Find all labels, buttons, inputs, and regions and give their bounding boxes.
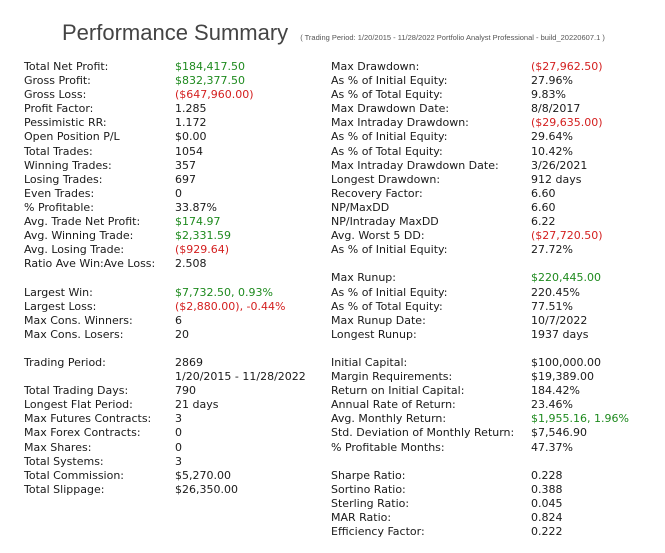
stat-label: As % of Total Equity:	[331, 299, 443, 313]
stat-value: 184.42%	[531, 384, 580, 398]
stat-label: Initial Capital:	[331, 355, 408, 369]
stat-row-pessimistic-rr	[24, 116, 324, 130]
stat-label: Total Systems:	[24, 454, 104, 468]
stat-value: 0	[175, 186, 182, 200]
stat-value: 0.045	[531, 496, 563, 510]
stat-value: $5,270.00	[175, 468, 231, 482]
stat-label: % Profitable:	[24, 200, 94, 214]
stat-row-gross-loss	[24, 88, 324, 102]
stat-row-pct-profitable	[24, 201, 324, 215]
stat-value: 1054	[175, 144, 203, 158]
stat-label: Losing Trades:	[24, 172, 103, 186]
stat-row-max-intraday-drawdown	[331, 116, 661, 130]
stat-row-max-drawdown	[331, 60, 661, 74]
stat-label: Gross Loss:	[24, 88, 87, 102]
stat-label: Trading Period:	[24, 355, 106, 369]
stat-label: Total Commission:	[24, 468, 125, 482]
stat-value: 33.87%	[175, 200, 217, 214]
stat-label: Annual Rate of Return:	[331, 398, 456, 412]
stat-row-as-pct-of-initial-equity	[331, 286, 661, 300]
stat-label: Largest Win:	[24, 285, 93, 299]
stat-label: Longest Flat Period:	[24, 398, 133, 412]
stat-value: $1,955.16, 1.96%	[531, 412, 629, 426]
stat-row-as-pct-of-total-equity	[331, 145, 661, 159]
stat-row-max-runup	[331, 271, 661, 285]
stat-label: Profit Factor:	[24, 102, 94, 116]
stat-label: As % of Initial Equity:	[331, 130, 448, 144]
report-header	[62, 20, 605, 46]
stat-label: Avg. Trade Net Profit:	[24, 215, 141, 229]
stat-value: 6.22	[531, 215, 556, 229]
stat-label: Recovery Factor:	[331, 186, 423, 200]
stat-row-as-pct-of-initial-equity	[331, 243, 661, 257]
stat-row-avg-losing-trade	[24, 243, 324, 257]
stat-row-trading-period	[24, 356, 324, 370]
stat-label: Total Trading Days:	[24, 384, 129, 398]
stat-value: 77.51%	[531, 299, 573, 313]
stat-value: 6.60	[531, 186, 556, 200]
stat-row-annual-rate-of-return	[331, 398, 661, 412]
stat-row-max-futures-contracts	[24, 412, 324, 426]
stat-row-ratio-ave-win-ave-loss	[24, 257, 324, 271]
stat-row-max-cons-winners	[24, 314, 324, 328]
section-spacer	[24, 271, 324, 285]
stat-label: Longest Runup:	[331, 327, 417, 341]
stat-row-sterling-ratio	[331, 497, 661, 511]
stat-value: $174.97	[175, 215, 221, 229]
stat-label: Max Drawdown:	[331, 60, 420, 73]
stat-value: 790	[175, 384, 196, 398]
stat-label: Total Slippage:	[24, 482, 105, 496]
stat-value: 27.96%	[531, 74, 573, 88]
stat-label: Longest Drawdown:	[331, 172, 441, 186]
stat-row-max-intraday-drawdown-date	[331, 159, 661, 173]
stat-value: 0	[175, 440, 182, 454]
section-spacer	[24, 342, 324, 356]
stat-label: Winning Trades:	[24, 158, 112, 172]
stat-label: As % of Initial Equity:	[331, 285, 448, 299]
stat-value: 0	[175, 426, 182, 440]
stat-value: ($2,880.00), -0.44%	[175, 299, 286, 313]
stat-value: $100,000.00	[531, 355, 601, 369]
stat-row-even-trades	[24, 187, 324, 201]
stat-row-winning-trades	[24, 159, 324, 173]
stat-row-avg-winning-trade	[24, 229, 324, 243]
stat-value: 0.228	[531, 468, 563, 482]
section-spacer	[331, 455, 661, 469]
stat-value: 3	[175, 412, 182, 426]
right-stats-column	[331, 60, 661, 539]
stat-label: Max Intraday Drawdown:	[331, 116, 469, 130]
stat-label: Max Cons. Winners:	[24, 313, 133, 327]
stat-label: Max Shares:	[24, 440, 92, 454]
stat-row-max-shares	[24, 441, 324, 455]
stat-row-as-pct-of-initial-equity	[331, 74, 661, 88]
stat-label: As % of Initial Equity:	[331, 243, 448, 257]
stat-label: Avg. Worst 5 DD:	[331, 229, 425, 243]
stat-value: 1/20/2015 - 11/28/2022	[175, 370, 306, 384]
stat-label: NP/Intraday MaxDD	[331, 215, 439, 229]
stat-row-longest-flat-period	[24, 398, 324, 412]
stat-row-max-forex-contracts	[24, 426, 324, 440]
stat-row-longest-drawdown	[331, 173, 661, 187]
stat-row-total-trading-days	[24, 384, 324, 398]
stat-value: 27.72%	[531, 243, 573, 257]
stat-label: Pessimistic RR:	[24, 116, 107, 130]
stat-label: Open Position P/L	[24, 130, 120, 144]
stat-label: Max Intraday Drawdown Date:	[331, 158, 499, 172]
stat-value: 1937 days	[531, 327, 589, 341]
stat-value: $26,350.00	[175, 482, 238, 496]
section-spacer	[331, 342, 661, 356]
stat-label: Sortino Ratio:	[331, 482, 406, 496]
stat-row-open-position-p-l	[24, 130, 324, 144]
stat-value: 6.60	[531, 200, 556, 214]
stat-row-sharpe-ratio	[331, 469, 661, 483]
stat-value: 2.508	[175, 257, 207, 271]
stat-value: 8/8/2017	[531, 102, 581, 116]
stat-label: Largest Loss:	[24, 299, 97, 313]
stat-value: $0.00	[175, 130, 207, 144]
stat-row-gross-profit	[24, 74, 324, 88]
stat-row-std-deviation-of-monthly-return	[331, 426, 661, 440]
stat-label: Efficiency Factor:	[331, 525, 425, 539]
stat-row-mar-ratio	[331, 511, 661, 525]
stat-value: ($29,635.00)	[531, 116, 603, 130]
stat-row-max-runup-date	[331, 314, 661, 328]
stat-label: Return on Initial Capital:	[331, 384, 465, 398]
stat-value: $7,732.50, 0.93%	[175, 285, 273, 299]
stat-value: 10.42%	[531, 144, 573, 158]
stat-value: 1.172	[175, 116, 207, 130]
stat-row-total-net-profit	[24, 60, 324, 74]
stat-label: Max Cons. Losers:	[24, 327, 124, 341]
stat-label: Avg. Losing Trade:	[24, 243, 125, 257]
stat-row-total-systems	[24, 455, 324, 469]
stat-value: $7,546.90	[531, 426, 587, 440]
stat-row-margin-requirements	[331, 370, 661, 384]
stat-row-sortino-ratio	[331, 483, 661, 497]
stat-row-max-drawdown-date	[331, 102, 661, 116]
stat-value: 220.45%	[531, 285, 580, 299]
stat-value: ($929.64)	[175, 243, 230, 257]
stat-row-max-cons-losers	[24, 328, 324, 342]
stat-value: 0.222	[531, 525, 563, 539]
stat-row-efficiency-factor	[331, 525, 661, 539]
section-spacer	[331, 257, 661, 271]
stat-label: Avg. Monthly Return:	[331, 412, 447, 426]
stat-label: % Profitable Months:	[331, 440, 445, 454]
stat-value: 3	[175, 454, 182, 468]
stat-row-blank	[24, 370, 324, 384]
stat-label: Sharpe Ratio:	[331, 468, 406, 482]
stat-label: Margin Requirements:	[331, 370, 453, 384]
stat-label: Max Drawdown Date:	[331, 102, 450, 116]
stat-value: 9.83%	[531, 88, 566, 102]
page-title: Performance Summary	[62, 20, 289, 45]
stat-label: Total Net Profit:	[24, 60, 109, 73]
stat-row-initial-capital	[331, 356, 661, 370]
stat-row-as-pct-of-initial-equity	[331, 130, 661, 144]
stat-value: 3/26/2021	[531, 158, 588, 172]
stat-value: 10/7/2022	[531, 313, 588, 327]
stat-value: ($647,960.00)	[175, 88, 254, 102]
stat-label: Gross Profit:	[24, 74, 91, 88]
stat-value: $832,377.50	[175, 74, 245, 88]
stat-row-return-on-initial-capital	[331, 384, 661, 398]
stat-label: Even Trades:	[24, 186, 95, 200]
stat-row-avg-trade-net-profit	[24, 215, 324, 229]
stat-value: ($27,720.50)	[531, 229, 603, 243]
stat-row-as-pct-of-total-equity	[331, 300, 661, 314]
stat-label: Total Trades:	[24, 144, 93, 158]
stat-row-profit-factor	[24, 102, 324, 116]
stat-value: 357	[175, 158, 196, 172]
stat-row-np-maxdd	[331, 201, 661, 215]
stat-value: 2869	[175, 355, 203, 369]
stat-label: Ratio Ave Win:Ave Loss:	[24, 257, 156, 271]
stat-label: Avg. Winning Trade:	[24, 229, 134, 243]
stat-row-avg-worst-5-dd	[331, 229, 661, 243]
stat-label: Std. Deviation of Monthly Return:	[331, 426, 515, 440]
stat-value: 29.64%	[531, 130, 573, 144]
stat-row-np-intraday-maxdd	[331, 215, 661, 229]
stat-value: 697	[175, 172, 196, 186]
stat-value: 20	[175, 327, 189, 341]
stat-label: As % of Total Equity:	[331, 88, 443, 102]
stat-value: 0.824	[531, 511, 563, 524]
stat-label: Max Futures Contracts:	[24, 412, 152, 426]
stat-row-recovery-factor	[331, 187, 661, 201]
stat-value: 47.37%	[531, 440, 573, 454]
stat-row-pct-profitable-months	[331, 441, 661, 455]
stat-label: MAR Ratio:	[331, 511, 392, 524]
stat-label: NP/MaxDD	[331, 200, 390, 214]
stat-value: 0.388	[531, 482, 563, 496]
stat-value: 6	[175, 313, 182, 327]
stat-value: 21 days	[175, 398, 219, 412]
page-subtitle: ( Trading Period: 1/20/2015 - 11/28/2022 Portfolio Analyst Professional - build_20220607.1 )	[300, 33, 605, 42]
stat-label: Max Runup:	[331, 271, 396, 285]
stat-label: As % of Initial Equity:	[331, 74, 448, 88]
stat-value: $184,417.50	[175, 60, 245, 73]
stat-row-largest-win	[24, 286, 324, 300]
stat-label: Max Forex Contracts:	[24, 426, 141, 440]
stat-label: Max Runup Date:	[331, 313, 426, 327]
stat-row-avg-monthly-return	[331, 412, 661, 426]
stat-value: $19,389.00	[531, 370, 594, 384]
stat-value: ($27,962.50)	[531, 60, 603, 73]
stat-label: As % of Total Equity:	[331, 144, 443, 158]
stat-row-total-commission	[24, 469, 324, 483]
stat-value: 912 days	[531, 172, 582, 186]
stat-row-as-pct-of-total-equity	[331, 88, 661, 102]
stat-value: $220,445.00	[531, 271, 601, 285]
stat-row-total-slippage	[24, 483, 324, 497]
stat-row-total-trades	[24, 145, 324, 159]
stat-value: 1.285	[175, 102, 207, 116]
stat-row-longest-runup	[331, 328, 661, 342]
stat-row-largest-loss	[24, 300, 324, 314]
stat-value: $2,331.59	[175, 229, 231, 243]
stat-value: 23.46%	[531, 398, 573, 412]
stat-label: Sterling Ratio:	[331, 496, 410, 510]
stat-row-losing-trades	[24, 173, 324, 187]
left-stats-column	[24, 60, 324, 497]
